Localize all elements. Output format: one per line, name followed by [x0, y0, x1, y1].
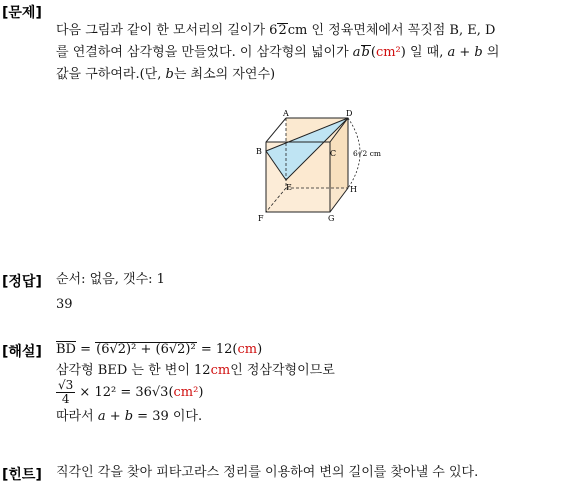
- problem-line-2: 를 연결하여 삼각형을 만들었다. 이 삼각형의 넓이가 ab(cm²) 일 때, a + b 의: [56, 45, 500, 60]
- vertex-label-b: B: [256, 147, 262, 156]
- vertex-label-c: C: [330, 149, 337, 158]
- vertex-label-a: A: [283, 109, 289, 118]
- solution-line-1: $\overline{BD} = (6√2)^2 + (6√2)^2 = 12(cm)$: [56, 342, 263, 357]
- answer-order-line: 순서: 없음, 갯수: 1: [56, 272, 165, 287]
- vertex-label-e: E: [286, 183, 292, 192]
- answer-value: 39: [56, 297, 73, 312]
- solution-line-2: 삼각형 BED 는 한 변이 12cm인 정삼각형이므로: [56, 363, 335, 378]
- problem-text: [56, 20, 499, 86]
- vertex-label-g: G: [328, 214, 335, 223]
- problem-label: [문제]: [2, 5, 42, 21]
- vertex-label-h: H: [350, 185, 357, 194]
- edge-length-label: 6√2 cm: [353, 149, 382, 158]
- fraction: $\frac{√3}{4}$: [58, 378, 74, 406]
- answer-label: [정답]: [2, 274, 42, 290]
- vertex-label-f: F: [258, 214, 264, 223]
- answer-text: [56, 269, 165, 316]
- sqrt-radical: b: [361, 45, 370, 60]
- problem-line-3: 값을 구하여라.(단, b는 최소의 자연수): [56, 67, 276, 82]
- solution-text: [56, 339, 335, 427]
- unit-text: cm²: [173, 385, 199, 400]
- unit-text: cm²: [375, 45, 401, 60]
- unit-text: cm: [237, 342, 258, 357]
- hint-text: 직각인 각을 찾아 피타고라스 정리를 이용하여 변의 길이를 찾아낼 수 있다.: [56, 465, 479, 480]
- cube-figure: [250, 108, 400, 228]
- hint-label: [힌트]: [2, 467, 42, 483]
- sqrt-radical: (6√2)² + (6√2)²: [96, 342, 196, 357]
- vertex-label-d: D: [346, 109, 353, 118]
- segment-bd: $\overline{BD}$: [56, 342, 76, 357]
- solution-line-4: 따라서 a + b = 39 이다.: [56, 409, 203, 424]
- unit-text: cm: [210, 363, 231, 378]
- solution-label: [해설]: [2, 344, 42, 360]
- problem-line-1: 다음 그림과 같이 한 모서리의 길이가 62cm 인 정육면체에서 꼭짓점 B, E, D: [56, 23, 496, 38]
- sqrt-radical: 2: [278, 23, 287, 38]
- solution-line-3: $\frac{√3}{4}$ × 12² = 36√3(cm²): [58, 378, 204, 406]
